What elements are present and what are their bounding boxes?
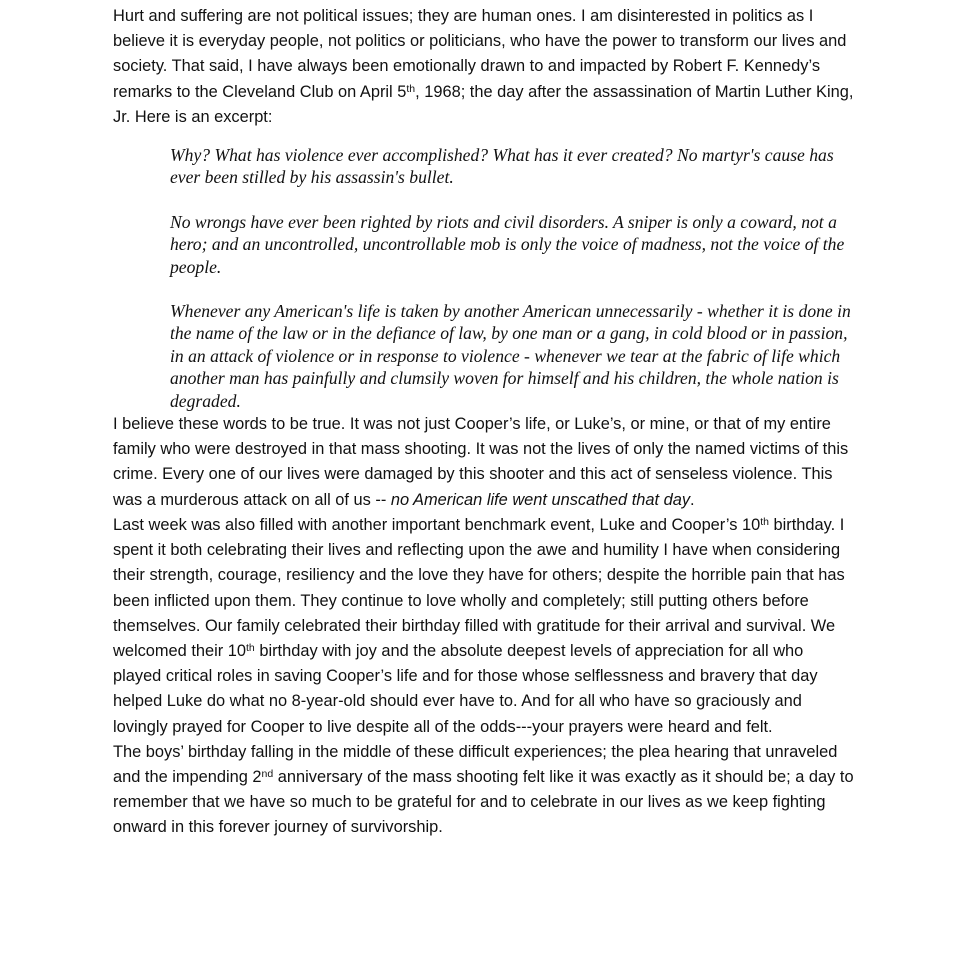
belief-text: I believe these words to be true. It was not just Cooper’s life, or Luke’s, or mine, or that of my entire family who were destroyed in that mass shooting. It was not the lives of only the named victims of this crime. Every one of our lives were damaged by this shooter and this act of senseless violence. This was a murderous attack on all of us -- <box>113 415 849 509</box>
block-quote <box>170 144 860 412</box>
intro-paragraph <box>113 4 855 130</box>
closing-superscript: nd <box>261 767 274 780</box>
quote-paragraph-3: Whenever any American's life is taken by another American unnecessarily - whether it is done in the name of the law or in the defiance of law, by one man or a gang, in cold blood or in passion, in an attack of violence or in response to violence - whenever we tear at the fabric of life which another man has painfully and clumsily woven for himself and his children, the whole nation is degraded. <box>170 301 851 411</box>
intro-superscript: th <box>406 82 416 95</box>
birthday-text-1: Last week was also filled with another important benchmark event, Luke and Cooper’s 10 <box>113 515 761 534</box>
closing-text-1: The boys’ birthday falling in the middle of these difficult experiences; the plea hearing that unraveled and the impending 2 <box>113 742 838 786</box>
birthday-superscript-2: th <box>246 641 255 654</box>
quote-paragraph-2: No wrongs have ever been righted by riots and civil disorders. A sniper is only a coward, not a hero; and an uncontrolled, uncontrollable mob is only the voice of madness, not the voice of the people. <box>170 211 845 277</box>
intro-text-after: , 1968; the day after the assassination of Martin Luther King, Jr. Here is an excerpt: <box>113 82 854 126</box>
belief-emphasis: no American life went unscathed that day <box>390 490 691 509</box>
belief-paragraph <box>113 412 855 513</box>
intro-text: Hurt and suffering are not political issues; they are human ones. I am disinterested in politics as I believe it is everyday people, not politics or politicians, who have the power to transform our lives and society. That said, I have always been emotionally drawn to and impacted by Robert F. Kennedy’s remarks to the Cleveland Club on April 5 <box>113 7 847 101</box>
belief-end: . <box>690 490 695 509</box>
birthday-text-3: birthday with joy and the absolute deepest levels of appreciation for all who played critical roles in saving Cooper’s life and for those whose selflessness and bravery that day helped Luke do what no 8-year-old should ever have to. And for all who have so graciously and lovingly prayed for Cooper to live despite all of the odds---your prayers were heard and felt. <box>113 641 818 736</box>
birthday-text-2: birthday. I spent it both celebrating their lives and reflecting upon the awe and humility I have when considering their strength, courage, resiliency and the love they have for others; despite the horrible pain that has been inflicted upon them. They continue to love wholly and completely; still putting others before themselves. Our family celebrated their birthday filled with gratitude for their arrival and survival. We welcomed their 10 <box>113 515 845 660</box>
birthday-superscript-1: th <box>760 515 769 528</box>
document-body <box>113 4 855 841</box>
closing-paragraph <box>113 740 855 841</box>
quote-paragraph-1: Why? What has violence ever accomplished? What has it ever created? No martyr's cause has ever been stilled by his assassin's bullet. <box>170 145 834 188</box>
closing-text-2: anniversary of the mass shooting felt like it was exactly as it should be; a day to remember that we have so much to be grateful for and to celebrate in our lives as we keep fighting onward in this forever journey of survivorship. <box>113 767 854 837</box>
birthday-paragraph <box>113 513 855 740</box>
